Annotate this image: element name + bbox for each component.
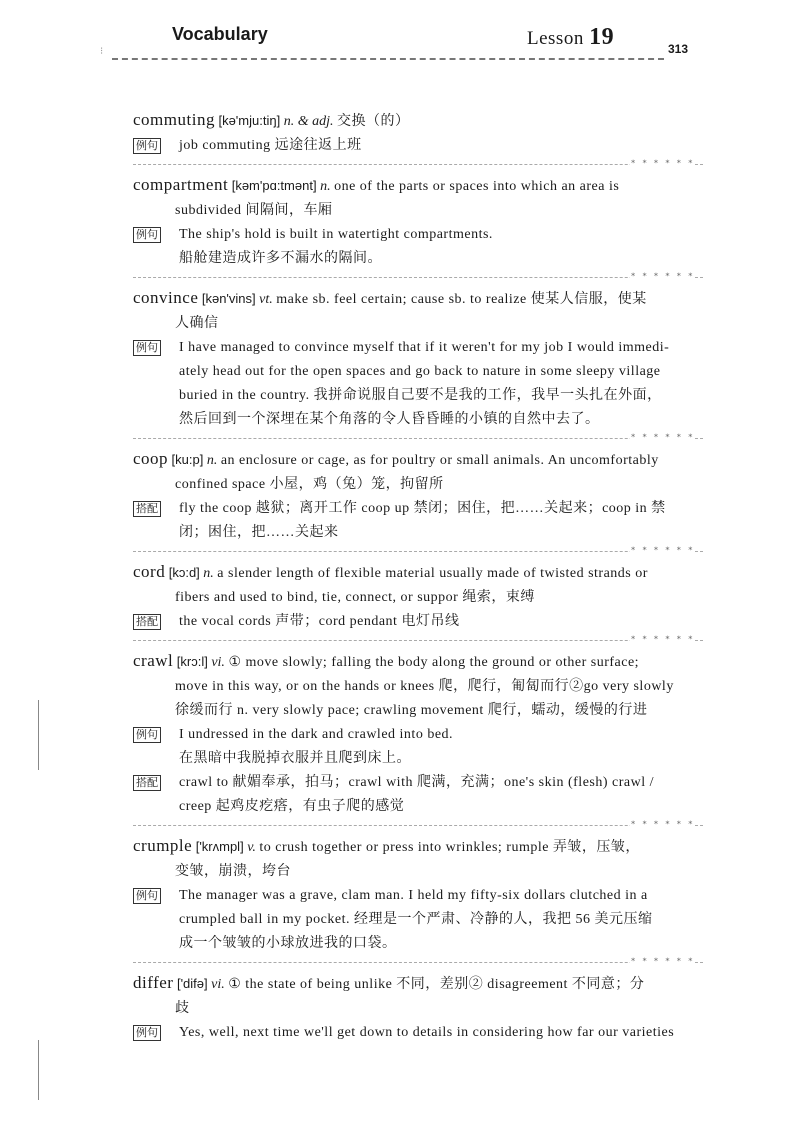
entry-first-line: [133, 560, 703, 586]
entry-first-line: [133, 971, 703, 997]
example-line: buried in the country. 我拼命说服自己要不是我的工作，我早一头扎在外面，: [179, 388, 662, 403]
example-line: 闭；困住，把……关起来: [179, 525, 339, 540]
phonetic: [kə'mju:tiŋ]: [218, 113, 281, 128]
page-number: 313: [668, 42, 689, 56]
example-section: [133, 723, 703, 771]
definition-text: make sb. feel certain; cause sb. to realize 使某人信服，使某: [276, 292, 647, 307]
separator-stars: ∗ ∗ ∗ ∗ ∗ ∗: [630, 544, 695, 553]
headword: crawl: [133, 651, 174, 670]
part-of-speech: vt.: [259, 292, 273, 307]
separator-stars: ∗ ∗ ∗ ∗ ∗ ∗: [630, 270, 695, 279]
phonetic: [kən'vins]: [201, 291, 256, 306]
example-line: 然后回到一个深埋在某个角落的令人昏昏睡的小镇的自然中去了。: [179, 412, 600, 427]
entry-first-line: [133, 834, 703, 860]
section-tag: 例句: [133, 138, 161, 154]
example-line: The ship's hold is built in watertight compartments.: [179, 227, 493, 242]
separator-stars: ∗ ∗ ∗ ∗ ∗ ∗: [630, 633, 695, 642]
entry-first-line: [133, 108, 703, 134]
separator-stars: ∗ ∗ ∗ ∗ ∗ ∗: [630, 431, 695, 440]
vocab-entry: [133, 173, 703, 278]
phonetic: [ku:p]: [171, 452, 204, 467]
part-of-speech: vi.: [211, 655, 225, 670]
definition-continuation: subdivided 间隔间，车厢: [175, 203, 333, 218]
vocab-entry: [133, 447, 703, 552]
section-tag: 搭配: [133, 775, 161, 791]
definition-text: ① the state of being unlike 不同，差别② disagreement 不同意；分: [228, 977, 645, 992]
entry-first-line: [133, 286, 703, 312]
example-section: [133, 1021, 703, 1045]
example-line: fly the coop 越狱；离开工作 coop up 禁闭；困住，把……关起来；coop in 禁: [179, 501, 666, 516]
example-line: the vocal cords 声带；cord pendant 电灯吊线: [179, 614, 460, 629]
vocabulary-list: [133, 108, 703, 1045]
scan-mark: ⁝: [100, 46, 104, 57]
definition-continuation: 歧: [175, 1001, 190, 1016]
header-divider: [112, 58, 664, 60]
example-line: creep 起鸡皮疙瘩，有虫子爬的感觉: [179, 799, 405, 814]
phonetic: ['difə]: [176, 976, 208, 991]
entry-separator: [133, 157, 703, 166]
example-line: Yes, well, next time we'll get down to details in considering how far our varieties: [179, 1025, 675, 1040]
vocab-entry: [133, 108, 703, 165]
headword: convince: [133, 288, 199, 307]
example-line: 在黑暗中我脱掉衣服并且爬到床上。: [179, 751, 411, 766]
part-of-speech: v.: [247, 840, 256, 855]
vocab-entry: [133, 649, 703, 826]
page-edge-line: [38, 700, 39, 770]
headword: compartment: [133, 175, 229, 194]
phonetic: [kɔ:d]: [168, 565, 200, 580]
definition-text: an enclosure or cage, as for poultry or small animals. An uncomfortably: [220, 453, 659, 468]
definition-continuation: 变皱，崩溃，垮台: [175, 864, 291, 879]
vocab-entry: [133, 286, 703, 439]
section-tag: 例句: [133, 888, 161, 904]
example-section: [133, 610, 703, 634]
example-section: [133, 771, 703, 819]
example-line: I undressed in the dark and crawled into bed.: [179, 727, 454, 742]
headword: cord: [133, 562, 166, 581]
vocab-entry: [133, 560, 703, 641]
part-of-speech: n.: [203, 566, 214, 581]
definition-continuation: confined space 小屋，鸡（兔）笼，拘留所: [175, 477, 444, 492]
vocab-entry: [133, 834, 703, 963]
section-tag: 例句: [133, 727, 161, 743]
section-tag: 例句: [133, 340, 161, 356]
definition-text: a slender length of flexible material usually made of twisted strands or: [217, 566, 648, 581]
separator-stars: ∗ ∗ ∗ ∗ ∗ ∗: [630, 818, 695, 827]
example-section: [133, 884, 703, 956]
phonetic: [krɔ:l]: [176, 654, 208, 669]
page-edge-line: [38, 1040, 39, 1100]
definition-continuation: 人确信: [175, 316, 219, 331]
example-line: crumpled ball in my pocket. 经理是一个严肃、冷静的人，我把 56 美元压缩: [179, 912, 653, 927]
entry-separator: [133, 270, 703, 279]
example-line: 成一个皱皱的小球放进我的口袋。: [179, 936, 397, 951]
headword: differ: [133, 973, 174, 992]
separator-stars: ∗ ∗ ∗ ∗ ∗ ∗: [630, 157, 695, 166]
part-of-speech: n.: [320, 179, 331, 194]
example-line: The manager was a grave, clam man. I held my fifty-six dollars clutched in a: [179, 888, 648, 903]
phonetic: ['krʌmpl]: [195, 839, 244, 854]
entry-separator: [133, 955, 703, 964]
part-of-speech: n. & adj.: [283, 114, 334, 129]
part-of-speech: n.: [206, 453, 218, 468]
entry-separator: [133, 633, 703, 642]
definition-text: one of the parts or spaces into which an area is: [334, 179, 620, 194]
lesson-heading: [527, 24, 614, 51]
lesson-number: 19: [589, 24, 615, 50]
headword: commuting: [133, 110, 215, 129]
example-section: [133, 497, 703, 545]
example-section: [133, 134, 703, 158]
entry-first-line: [133, 649, 703, 675]
entry-separator: [133, 544, 703, 553]
example-line: job commuting 远途往返上班: [179, 138, 362, 153]
part-of-speech: vi.: [211, 977, 225, 992]
entry-separator: [133, 431, 703, 440]
example-line: 船舱建造成许多不漏水的隔间。: [179, 251, 382, 266]
separator-stars: ∗ ∗ ∗ ∗ ∗ ∗: [630, 955, 695, 964]
section-title: Vocabulary: [172, 24, 268, 44]
definition-text: 交换（的）: [336, 114, 410, 129]
example-line: crawl to 献媚奉承，拍马；crawl with 爬满，充满；one's skin (flesh) crawl /: [179, 775, 654, 790]
example-line: ately head out for the open spaces and go back to nature in some sleepy village: [179, 364, 661, 379]
example-line: I have managed to convince myself that if it weren't for my job I would immedi-: [179, 340, 670, 355]
lesson-label: Lesson: [527, 28, 584, 49]
section-tag: 例句: [133, 227, 161, 243]
definition-text: to crush together or press into wrinkles; rumple 弄皱，压皱，: [259, 840, 640, 855]
vocab-entry: [133, 971, 703, 1045]
headword: crumple: [133, 836, 193, 855]
definition-continuation: move in this way, or on the hands or knees 爬，爬行，匍匐而行②go very slowly: [175, 679, 674, 694]
headword: coop: [133, 449, 169, 468]
phonetic: [kəm'pɑ:tmənt]: [231, 178, 317, 193]
definition-text: ① move slowly; falling the body along the ground or other surface;: [228, 655, 640, 670]
entry-first-line: [133, 447, 703, 473]
entry-first-line: [133, 173, 703, 199]
section-tag: 例句: [133, 1025, 161, 1041]
example-section: [133, 223, 703, 271]
example-section: [133, 336, 703, 432]
entry-separator: [133, 818, 703, 827]
section-tag: 搭配: [133, 501, 161, 517]
section-tag: 搭配: [133, 614, 161, 630]
definition-continuation: fibers and used to bind, tie, connect, or suppor 绳索，束缚: [175, 590, 535, 605]
definition-continuation: 徐缓而行 n. very slowly pace; crawling movement 爬行，蠕动，缓慢的行进: [175, 703, 648, 718]
